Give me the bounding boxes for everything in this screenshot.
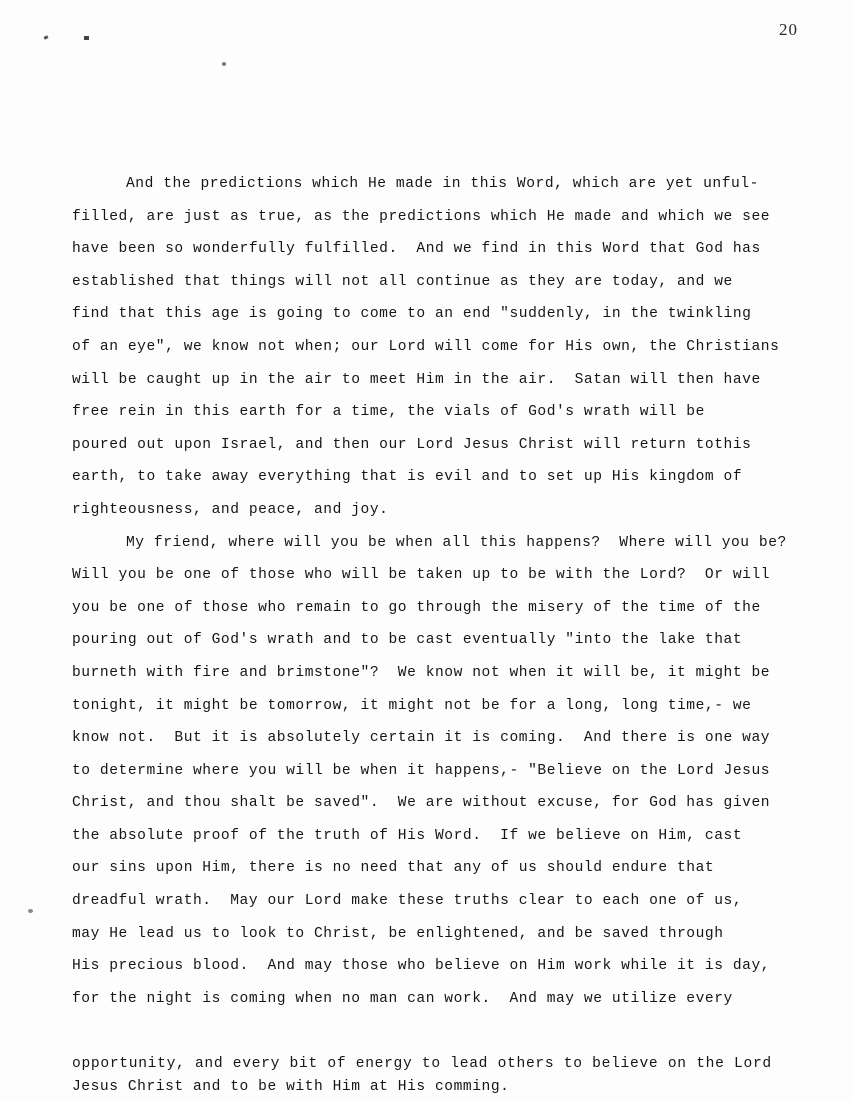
text-line: dreadful wrath. May our Lord make these truths clear to each one of us, xyxy=(72,893,743,910)
text-line: tonight, it might be tomorrow, it might not be for a long, long time,- we xyxy=(72,697,752,714)
text-line: established that things will not all continue as they are today, and we xyxy=(72,273,733,290)
text-line: know not. But it is absolutely certain it is coming. And there is one way xyxy=(72,730,771,747)
text-line: have been so wonderfully fulfilled. And we find in this Word that God has xyxy=(72,241,761,258)
text-line: Will you be one of those who will be taken up to be with the Lord? Or will xyxy=(72,567,771,584)
paper-speck-top xyxy=(222,62,226,66)
text-line: And the predictions which He made in this Word, which are yet unful- xyxy=(126,176,759,192)
closing-lines xyxy=(72,1053,853,1099)
text-line: Jesus Christ and to be with Him at His comming. xyxy=(72,1079,510,1095)
text-line: may He lead us to look to Christ, be enlightened, and be saved through xyxy=(72,925,724,942)
text-line: free rein in this earth for a time, the vials of God's wrath will be xyxy=(72,404,705,421)
paragraph-2 xyxy=(72,527,853,1016)
text-line: the absolute proof of the truth of His Word. If we believe on Him, cast xyxy=(72,827,743,844)
text-line: His precious blood. And may those who believe on Him work while it is day, xyxy=(72,958,771,975)
text-line: filled, are just as true, as the predictions which He made and which we see xyxy=(72,208,771,225)
document-body xyxy=(72,168,853,1015)
paper-speck-left xyxy=(28,909,33,913)
text-line: righteousness, and peace, and joy. xyxy=(72,501,389,518)
text-line: you be one of those who remain to go through the misery of the time of the xyxy=(72,599,761,616)
text-line: will be caught up in the air to meet Him in the air. Satan will then have xyxy=(72,371,761,388)
text-line: our sins upon Him, there is no need that any of us should endure that xyxy=(72,860,715,877)
stray-ink-marks xyxy=(40,30,100,44)
text-line: for the night is coming when no man can work. And may we utilize every xyxy=(72,990,733,1007)
text-line: to determine where you will be when it happens,- "Believe on the Lord Jesus xyxy=(72,762,771,779)
paragraph-1 xyxy=(72,168,853,527)
text-line: Christ, and thou shalt be saved". We are without excuse, for God has given xyxy=(72,795,771,812)
stray-mark-left xyxy=(44,35,49,39)
text-line: pouring out of God's wrath and to be cast eventually "into the lake that xyxy=(72,632,743,649)
text-line: My friend, where will you be when all this happens? Where will you be? xyxy=(126,534,787,551)
text-line: opportunity, and every bit of energy to lead others to believe on the Lord xyxy=(72,1056,772,1072)
text-line: find that this age is going to come to an end "suddenly, in the twinkling xyxy=(72,306,752,323)
text-line: of an eye", we know not when; our Lord will come for His own, the Christians xyxy=(72,338,780,355)
page-number: 20 xyxy=(779,20,798,39)
text-line: burneth with fire and brimstone"? We know not when it will be, it might be xyxy=(72,664,771,681)
text-line: earth, to take away everything that is evil and to set up His kingdom of xyxy=(72,469,743,486)
text-line: poured out upon Israel, and then our Lord Jesus Christ will return tothis xyxy=(72,436,752,453)
stray-mark-right xyxy=(84,36,89,40)
